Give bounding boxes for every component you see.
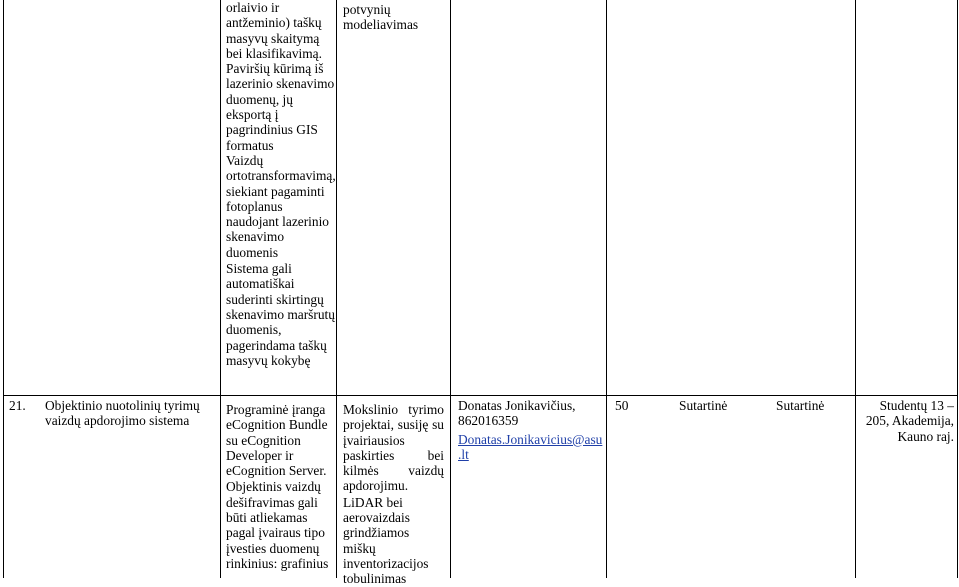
research-paragraph: Mokslinio tyrimo projektai, susiję su įvairiausios paskirties bei kilmės vaizdų apdorojimu. bbox=[343, 402, 444, 494]
software-paragraph: orlaivio ir antžeminio) taškų masyvų skaitymą bei klasifikavimą. bbox=[226, 0, 322, 61]
row-divider bbox=[3, 395, 958, 396]
upper-research-cell bbox=[343, 2, 443, 33]
contact-email-link[interactable]: Donatas.Jonikavicius@asu bbox=[458, 431, 603, 447]
system-name-cell bbox=[45, 398, 215, 429]
software-paragraph: Paviršių kūrimą iš lazerinio skenavimo duomenų, jų eksportą į pagrindinius GIS formatus bbox=[226, 61, 335, 153]
terms-value: Sutartinė bbox=[679, 398, 728, 413]
research-cell bbox=[343, 402, 444, 587]
software-paragraph: Programinė įranga eCognition Bundle su eCognition Developer ir eCognition Server. bbox=[226, 402, 328, 479]
table-border-left bbox=[3, 0, 4, 578]
contact-cell bbox=[458, 398, 603, 462]
software-paragraph: Vaizdų ortotransformavimą, siekiant pagaminti fotoplanus naudojant lazerinio skenavimo duomenis bbox=[226, 152, 336, 260]
percent-value: 50 bbox=[615, 398, 629, 413]
contact-name: Donatas Jonikavičius, 862016359 bbox=[458, 398, 576, 429]
column-divider bbox=[855, 0, 856, 578]
table-border-right bbox=[957, 0, 958, 578]
software-paragraph: Objektinis vaizdų dešifravimas gali būti atliekamas pagal įvairaus tipo įvesties duomenų rinkinius: grafinius bbox=[226, 479, 329, 571]
upper-software-cell bbox=[226, 0, 338, 368]
row-number: 21. bbox=[9, 398, 26, 413]
location: Studentų 13 – 205, Akademija, Kauno raj. bbox=[865, 398, 954, 444]
column-divider bbox=[450, 0, 451, 578]
software-cell bbox=[226, 402, 332, 571]
system-name: Objektinio nuotolinių tyrimų vaizdų apdorojimo sistema bbox=[45, 398, 200, 429]
location-cell bbox=[860, 398, 954, 444]
research-paragraph: potvynių modeliavimas bbox=[343, 2, 419, 33]
contact-email-link-end[interactable]: .lt bbox=[458, 446, 469, 462]
software-paragraph: Sistema gali automatiškai suderinti skirtingų skenavimo maršrutų duomenis, pagerindama taškų masyvų kokybę bbox=[226, 261, 335, 368]
research-paragraph: LiDAR bei aerovaizdais grindžiamos miškų inventorizacijos tobulinimas bbox=[343, 494, 429, 587]
terms-value: Sutartinė bbox=[776, 398, 825, 413]
column-divider bbox=[220, 0, 221, 578]
column-divider bbox=[606, 0, 607, 578]
